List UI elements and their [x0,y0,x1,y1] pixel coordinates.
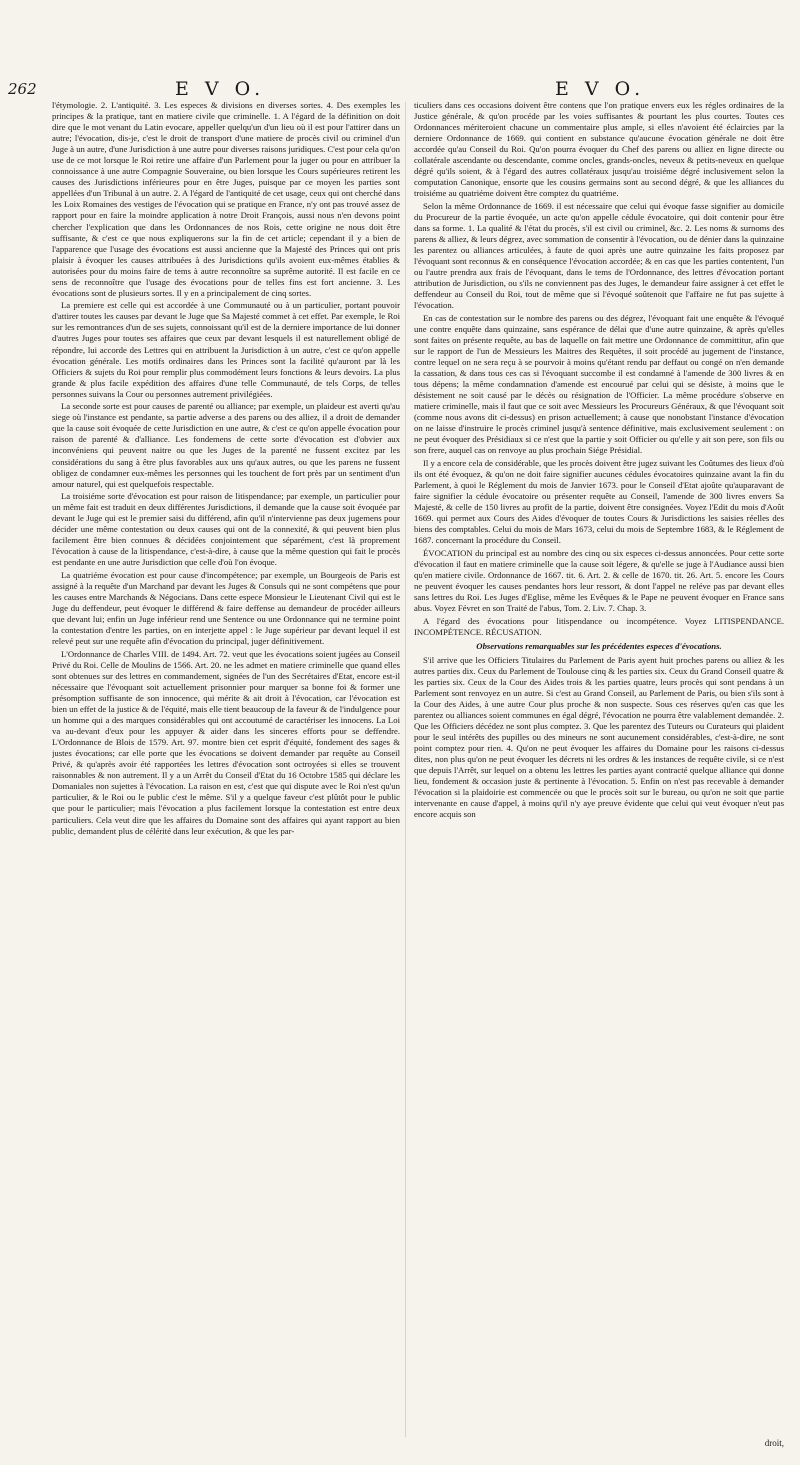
right-column [414,100,784,1450]
page-number: 262 [8,80,37,98]
paragraph: S'il arrive que les Officiers Titulaires du Parlement de Paris ayent huit proches parens ou alliez & les autres parties dix. Ceux du Parlement de Toulouse cinq & les parties six. Ceux du Grand Conseil quatre & les parties six. Ceux de la Cour des Aides trois & les parties quatre, leurs procès qui sont pendans à un Parlement sont renvoyez en un autre. Si c'est au Grand Conseil, au Parlement de Paris, ou bien s'ils sont à la Cour des Aides, à une autre Cour plus proche & non suspecte. Sous ces réserves qu'en cas que les parentez ou alliances soient communes en égal dégré, l'évocation ne pourra être valablement demandée. 2. Que les Officiers décédez ne sont plus comptez. 3. Que les parentez des Tuteurs ou Curateurs qui plaident pour le seul intérêts des pupilles ou des mineurs ne sont aucunement considérables, c'est-à-dire, ne sont point comptez pour rien. 4. Qu'on ne peut évoquer les affaires du Domaine pour les raisons ci-dessus dites, non plus qu'on ne peut évoquer les décrets ni les ordres & les instances de requête civile, si ce n'est que depuis l'Arrêt, sur lequel on a obtenu les lettres les parties ayant contracté quelque alliance qui donne lieu, fondement & occasion juste & pertinente à l'évocation. 5. Enfin on n'est pas recevable à demander l'évocation si la plaidoirie est commencée ou que le procès soit sur le bureau, ou qu'on ne soit que partie intervenante en cause d'appel, à moins qu'il n'y aye preuve évidente que celui qui veut évoquer n'eut pas encore acquis son [414,654,784,820]
paragraph: La seconde sorte est pour causes de parenté ou alliance; par exemple, un plaideur est averti qu'au siege où l'instance est pendante, sa partie adverse a des parens ou des alliez, il a droit de demander que la cause soit évoquée de cette Jurisdiction en une autre, & c'est ce qu'on appelle évocation pour raison de parenté & d'alliance. Les fondemens de cette sorte d'évocation est d'obvier aux inconvéniens qui peuvent naitre ou que les Juges de la parenté ne fussent excitez par les considérations du sang à être plus favorables aux uns qu'aux autres, ou que les parens ne fussent obligez de condamner eux-mêmes les personnes qui les touchent de fort près par un sentiment d'un amour naturel, qui est quelquefois respectable. [52,401,400,489]
page-header [0,78,800,102]
left-column [52,100,400,1450]
running-head-right: E V O. [555,78,646,100]
paragraph: Il y a encore cela de considérable, que les procès doivent être jugez suivant les Coûtumes des lieux d'où ils ont été évoquez, & qu'on ne doit faire signifier aucunes cédules évocatoires quinzaine avant la fin du Parlement, à quoi le Réglement du mois de Janvier 1673. pour le Conseil d'Etat ajoûte qu'auparavant de faire signifier la cédule évocatoire ou présenter requête au Conseil, l'amende de 300 livres envers Sa Majesté, & celle de 150 livres au profit de la partie, doivent être consignées. Voyez l'Edit du mois d'Août 1669. qui permet aux Cours des Aides d'évoquer de toutes Cours & Jurisdictions les saisies réelles des biens des comptables. Celui du mois de Mars 1673, celui du mois de Septembre 1683, & le Réglement de 1687. concernant la procédure du Conseil. [414,458,784,546]
column-divider [405,102,406,1437]
paragraph: La quatriéme évocation est pour cause d'incompétence; par exemple, un Bourgeois de Paris est assigné à la requête d'un Marchand par devant les Juges & Consuls qui ne sont compétens que pour les causes entre Marchands & Négocians. Dans cette espece Monsieur le Lieutenant Civil qui est le Juge du deffendeur, peut évoquer le différend & faire deffense au demandeur de procéder ailleurs que devant lui; enfin un Juge inférieur rend une Sentence ou une Ordonnance qui ne termine point la contestation d'entre les parties, on en interjette appel : le Juge supérieur par devant lequel il est relevé peut sur une requête afin d'évocation du principal, juger définitivement. [52,569,400,647]
paragraph: L'Ordonnance de Charles VIII. de 1494. Art. 72. veut que les évocations soient jugées au Conseil Privé du Roi. Celle de Moulins de 1566. Art. 20. ne les admet en matiere criminelle que quand elles sont obtenues sur des lettres en commandement, signées de l'un des Secrétaires d'Etat, encore est-il nécessaire que l'évoquant soit actuellement prisonnier pour marquer sa bonne foi & former une présomption suffisante de son innocence, qui mérite & ait droit à l'évocation, car l'évocation est bien un effet de la justice & de l'équité, mais elle tient beaucoup de la faveur & de l'indulgence pour un homme qui a des marques considérables qui ont accoutumé de caractériser les innocens. La Loi va au-devant d'eux pour les appuyer & aider dans les sinceres efforts pour se deffendre. L'Ordonnance de Blois de 1579. Art. 97. montre bien cet esprit d'équité, fondement des sages & justes évocations; car elle porte que les évocations se doivent demander par requête au Conseil Privé, & qu'après avoir été rapportées les lettres d'évocation sont octroyées si elles se trouvent raisonnables & non autrement. Il y a un Arrêt du Conseil d'Etat du 16 Octobre 1585 qui déclare les Domaniales non sujettes à l'évocation. La raison en est, c'est que qui dispute avec le Roi n'est qu'un particulier, & le Roi ou le public c'est le même. S'il y a quelque faveur c'est plûtôt pour le public que pour le particulier; mais l'évocation a plus facilement lorsque la contestation est entre deux particuliers. Cela veut dire que les affaires du Domaine sont des affaires qui ayant rapport au bien public, demandent plus de célérité dans leur exécution, & que les par- [52,648,400,836]
paragraph: A l'égard des évocations pour litispendance ou incompétence. Voyez LITISPENDANCE. INCOMPÉTENCE. RÉCUSATION. [414,615,784,637]
paragraph: La premiere est celle qui est accordée à une Communauté ou à un particulier, portant pouvoir d'attirer toutes les causes par devant le Juge que Sa Majesté commet à cet effet. Par exemple, le Roi sur les remontrances d'un de ses sujets, connoissant qu'il est de la derniere importance de lui donner d'autres Juges pour toutes ses affaires que ceux par devant lesquels il est naturellement obligé de répondre, lui accorde des Lettres qui en attribuent la Jurisdiction à un autre, c'est ce qu'on appelle évocation générale. Les motifs ordinaires dans les Princes sont la facilité qu'auront par là les Officiers & sujets du Roi pour remplir plus commodément leurs fonctions & leurs devoirs. La plus grande & plus facile expédition des affaires d'une telle Communauté, de tels Corps, de telles personnes suivans la Cour ou personnes autrement privilégiées. [52,300,400,399]
section-subheading: Observations remarquables sur les précédentes especes d'évocations. [476,640,722,651]
paragraph: La troisiéme sorte d'évocation est pour raison de litispendance; par exemple, un particulier pour un même fait est traduit en deux différentes Jurisdictions, il demande que la cause soit évoquée par devant le Juge qui est le premier saisi du différend, afin qu'il n'intervienne pas deux jugemens pour décider une même contestation ou deux causes qui ont de la connexité, & qui peuvent bien plus facilement être bien connues & décidées conjointement que séparément, c'est là proprement l'évocation à cause de la litispendance, c'est-à-dire, à cause que la même question qui fait le procès est pendante en une autre Jurisdiction que celle d'où l'on évoque. [52,491,400,568]
running-head-left: E V O. [175,78,266,100]
paragraph: Selon la même Ordonnance de 1669. il est nécessaire que celui qui évoque fasse signifier au domicile du Procureur de la partie évoquée, un acte qu'on appelle cédule évocatoire, qui doit contenir pour être dans sa forme. 1. La qualité & l'état du procès, s'il est civil ou criminel, &c. 2. Les noms & surnoms des parens & alliez, & leurs dégrez, avec sommation de consentir à l'évocation, ou de dénier dans la quinzaine les parentez ou alliances articulées, à faute de quoi après une autre quinzaine les faits proposez par l'évoquant sont reconnus & en conséquence l'évocation accordée; & en cas que les parties contentent, l'un ou l'autre prendra aux frais de l'évoquant, dans le tems de l'Ordonnance, des lettres d'évocation portant attribution de Jurisdiction, ou s'ils ne conviennent pas des Juges, le demandeur faire assigner à cet effet le deffendeur au Conseil du Roi, tout de même que si l'évoqué soûtenoit que l'affaire ne fut pas sujette à l'évocation. [414,200,784,311]
paragraph: ÉVOCATION du principal est au nombre des cinq ou six especes ci-dessus annoncées. Pour cette sorte d'évocation il faut en matiere criminelle que la cause soit légere, & qu'elle se juge à l'Audiance aussi bien qu'en matiere civile. Ordonnance de 1667. tit. 6. Art. 2. & celle de 1670. tit. 26. Art. 5. encore les Cours ne peuvent évoquer les causes pendantes hors leur ressort, & dont l'appel ne reléve pas par devant elles sans lettres du Roi. Les Juges d'Eglise, même les Evêques & le Pape ne peuvent évoquer en France sans abus. Voyez Févret en son Traité de l'abus, Tom. 2. Liv. 7. Chap. 3. [414,547,784,614]
paragraph: l'étymologie. 2. L'antiquité. 3. Les especes & divisions en diverses sortes. 4. Des exemples les principes & la pratique, tant en matiere civile que criminelle. 1. A l'égard de la définition on doit dire que le mot venant du Latin evocare, appeller quelqu'un d'un lieu où il est pour l'attirer dans un autre; l'évocation, dis-je, c'est le droit de transport d'une matiere de procès civil ou criminel d'un Juge à un autre, d'une Jurisdiction à une autre pour diverses raisons juridiques. C'est pour cela qu'on use de ce mot lorsque le Roi retire une affaire d'un Parlement pour la juger ou pour en attribuer la connoissance à une autre Compagnie Souveraine, ou bien lorsque les Cours supérieures retirent les causes des Jurisdictions inférieures pour en être Juges, puisque par ce moyen les parties sont appellées d'un Tribunal à un autre. 2. A l'égard de l'antiquité de cet usage, ceux qui ont cherché dans les Loix Romaines des vestiges de l'évocation qui se pratique en France, n'y ont pas trouvé assez de rapport pour en faire la moindre application à notre Droit François, aussi nous n'en devons point chercher l'explication que dans les Ordonnances de nos Rois, cette origine ne nous doit être suffisante, & c'est ce que nous expliquerons sur la fin de cet article; cependant il y a bien de l'apparence que l'usage des évocations est aussi ancienne que la Majesté des Princes qui ont pris plaisir à évoquer les causes attribuées à des Jurisdictions qu'ils avoient eux-mêmes établies & autorisées pour du moins faire de tems à autre reconnoître sa suprême autorité. Il est facile en ce sens de reconnoître que l'usage des évocations pour de telles fins est fort ancienne. 3. Les évocations sont de plusieurs sortes. Il y en a principalement de cinq sortes. [52,100,400,298]
paragraph: ticuliers dans ces occasions doivent être contens que l'on pratique envers eux les régles ordinaires de la Justice générale, & qu'on procéde par les voies suffisantes & pourtant les plus courtes. Toutes ces Ordonnances mériteroient chacune un commentaire plus ample, si elles n'avoient été éclaircies par la derniere Ordonnance de 1669. qui contient en substance qu'aucune évocation générale ne doit être accordée qu'au Conseil du Roi. Qu'on pourra évoquer du Chef des parens ou alliez en ligne directe ou collatérale ascendante ou descendante, comme oncles, grands-oncles, neveux & petits-neveux en quelque dégré qu'ils soient, & à l'égard des autres collatéraux jusqu'au troisiéme dégré inclusivement selon la computation Canonique, ensorte que les cousins germains sont au second dégré, & que les alliances du troisiéme au quatriéme doivent être comptez du quatriéme. [414,100,784,199]
paragraph: En cas de contestation sur le nombre des parens ou des dégrez, l'évoquant fait une enquête & l'évoqué une contre enquête dans quinzaine, sans espérance de délai que d'une autre quinzaine, & après qu'elles sont faites on présente requête, au bas de laquelle on fait mettre une Ordonnance de committitur, afin que sur le rapport de l'un de Messieurs les Maitres des Requêtes, il soit procédé au jugement de l'instance, contre lequel on ne sera reçu à se pourvoir à moins qu'étant rendu par deffaut ou congé on n'en demande la cassation, & dans tous ces cas si l'évoquant succombe il est condamné à l'amende de 300 livres & en tous dépens; la même condamnation d'amende est encourué par celui qui se désiste, à moins que le désistement ne soit causé par le décès ou résignation de l'Officier. La même procédure s'observe en matiere criminelle, mais il faut que ce soit avec Messieurs les Procureurs Généraux, & que l'évoquant soit (comme nous avons dit ci-dessus) en prison actuellement; à cause que nonobstant l'instance d'évocation on ne laisse d'instruire le procès criminel jusqu'à sentence définitive, mais exclusivement seulement : on ne peut évoquer des Présidiaux si ce n'est que la partie y soit Officier ou qu'elle y ait son pere, son fils ou son frere, auquel cas on renvoye au plus prochain Siége Présidial. [414,312,784,456]
catchword: droit, [764,1438,784,1448]
